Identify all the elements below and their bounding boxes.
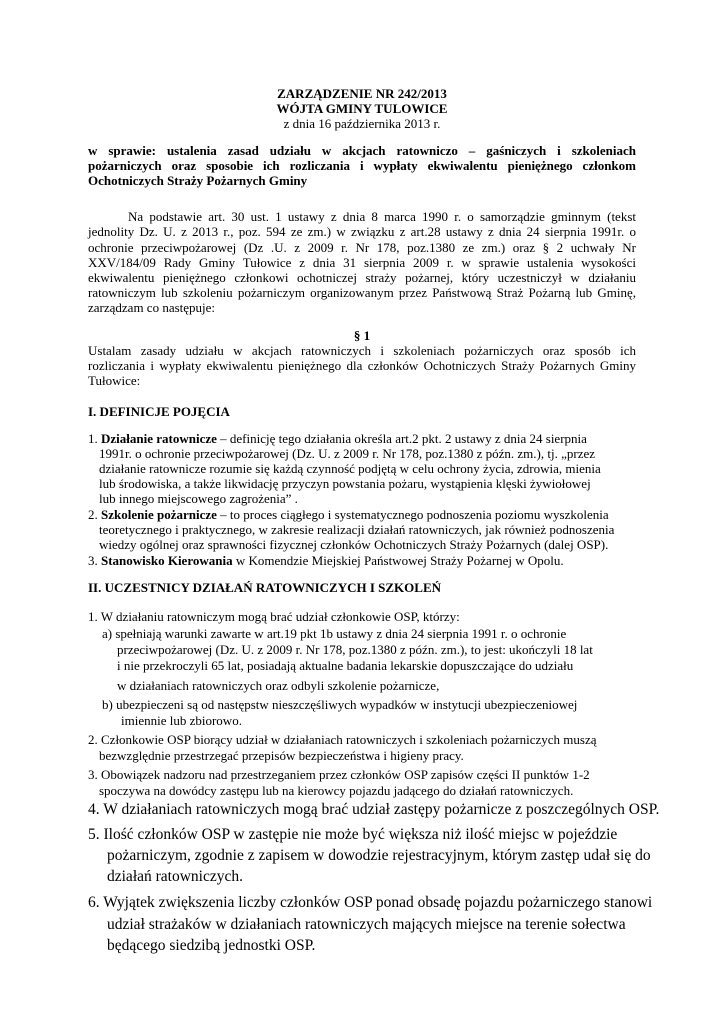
participants-line: imiennie lub zbiorowo. bbox=[121, 713, 242, 728]
participants-line: i nie przekroczyli 65 lat, posiadają aktualne badania lekarskie dopuszczające do udziału bbox=[117, 658, 574, 673]
preamble-line: zarządzam co następuje: bbox=[88, 300, 216, 315]
definition-line: lub innego miejscowego zagrożenia” . bbox=[99, 491, 298, 506]
preamble-line: Na podstawie art. 30 ust. 1 ustawy z dnia 8 marca 1990 r. o samorządzie gminnym (tekst bbox=[128, 209, 636, 224]
definition-line: działanie ratownicze rozumie się każdą czynność podjętą w celu ochrony życia, zdrowia, mienia bbox=[99, 461, 601, 476]
participants-line: spoczywa na dowódcy zastępu lub na kierowcy pojazdu jadącego do działań ratowniczych. bbox=[99, 783, 574, 798]
participants-item-1a: a) spełniają warunki zawarte w art.19 pkt 1b ustawy z dnia 24 sierpnia 1991 r. o ochronie bbox=[102, 626, 567, 641]
definition-item-2 bbox=[88, 507, 609, 522]
item-number: 2. bbox=[88, 507, 98, 522]
definition-item-3 bbox=[88, 553, 564, 568]
definition-text: w Komendzie Miejskiej Państwowej Straży Pożarnej w Opolu. bbox=[232, 553, 564, 568]
part1-heading: I. DEFINICJE POJĘCIA bbox=[88, 404, 230, 419]
participants-line: działań ratowniczych. bbox=[107, 868, 243, 885]
section-text-line: rozliczania i wypłaty ekwiwalentu pieniężnego dla członków Ochotniczych Straży Pożarnych Gminy bbox=[88, 358, 636, 373]
definition-text: – to proces ciągłego i systematycznego podnoszenia poziomu wyszkolenia bbox=[216, 507, 609, 522]
participants-line: w działaniach ratowniczych oraz odbyli szkolenie pożarnicze, bbox=[117, 678, 440, 693]
definition-line: lub środowiska, a także likwidację przyczyn powstania pożaru, wystąpienia klęski żywiołowej bbox=[99, 476, 591, 491]
definition-line: wiedzy ogólnej oraz sprawności fizycznej członków Ochotniczych Straży Pożarnych (dalej OSP). bbox=[99, 537, 609, 552]
participants-line: udział strażaków w działaniach ratowniczych mających miejsce na terenie sołectwa bbox=[107, 916, 626, 933]
participants-item-1: 1. W działaniu ratowniczym mogą brać udział członkowie OSP, którzy: bbox=[88, 609, 460, 624]
document-title: ZARZĄDZENIE NR 242/2013 bbox=[277, 86, 447, 101]
definition-text: – definicję tego działania określa art.2 pkt. 2 ustawy z dnia 24 sierpnia bbox=[216, 431, 587, 446]
preamble-line: ochronie przeciwpożarowej (Dz .U. z 2009 r. Nr 178, poz.1380 ze zm.) oraz § 2 uchwały Nr bbox=[88, 240, 636, 255]
participants-item-2: 2. Członkowie OSP biorący udział w działaniach ratowniczych i szkoleniach pożarniczych muszą bbox=[88, 732, 597, 747]
subject-line: pożarniczych oraz sposobie ich rozliczania i wypłaty ekwiwalentu pieniężnego członkom bbox=[88, 158, 636, 173]
definition-line: teoretycznego i praktycznego, w zakresie realizacji działań ratowniczych, jak również podnoszenia bbox=[99, 522, 615, 537]
document-authority: WÓJTA GMINY TULOWICE bbox=[276, 101, 448, 116]
definition-line: 1991r. o ochronie przeciwpożarowej (Dz. U. z 2009 r. Nr 178, poz.1380 z późn. zm.), tj. „przez bbox=[99, 446, 595, 461]
preamble-line: ekwiwalentu pieniężnego członkowi ochotniczej straży pożarnej, który uczestniczył w działaniu bbox=[88, 270, 636, 285]
preamble-line: jednolity Dz. U. z 2013 r., poz. 594 ze zm.) w związku z art.28 ustawy z dnia 24 sierpnia 1991r. o bbox=[88, 224, 636, 239]
participants-item-1b: b) ubezpieczeni są od następstw nieszczęśliwych wypadków w instytucji ubezpieczeniowej bbox=[102, 697, 578, 712]
section-text-line: Ustalam zasady udziału w akcjach ratowniczych i szkoleniach pożarniczych oraz sposób ich bbox=[88, 343, 636, 358]
participants-line: przeciwpożarowej (Dz. U. z 2009 r. Nr 178, poz.1380 z późn. zm.), to jest: ukończyli 18 lat bbox=[117, 642, 593, 657]
definition-item-1 bbox=[88, 431, 587, 446]
definition-term: Szkolenie pożarnicze bbox=[101, 507, 217, 522]
participants-item-6: 6. Wyjątek zwiększenia liczby członków OSP ponad obsadę pojazdu pożarniczego stanowi bbox=[88, 894, 653, 911]
subject-line: Ochotniczych Straży Pożarnych Gminy bbox=[88, 173, 308, 188]
preamble-line: XXV/184/09 Rady Gminy Tułowice z dnia 31 sierpnia 2009 r. w sprawie ustalenia wysokości bbox=[88, 255, 636, 270]
section-mark: § 1 bbox=[353, 328, 371, 343]
participants-line: bezwzględnie przestrzegać przepisów bezpieczeństwa i higieny pracy. bbox=[99, 748, 464, 763]
participants-line: będącego siedzibą jednostki OSP. bbox=[107, 937, 316, 954]
part2-heading: II. UCZESTNICY DZIAŁAŃ RATOWNICZYCH I SZKOLEŃ bbox=[88, 580, 441, 595]
document-date: z dnia 16 października 2013 r. bbox=[283, 116, 441, 131]
section-text-line: Tułowice: bbox=[88, 373, 141, 388]
participants-item-3: 3. Obowiązek nadzoru nad przestrzeganiem przez członków OSP zapisów części II punktów 1-2 bbox=[88, 767, 590, 782]
definition-term: Stanowisko Kierowania bbox=[101, 553, 233, 568]
participants-line: pożarniczym, zgodnie z zapisem w dowodzie rejestracyjnym, którym zastęp udał się do bbox=[107, 847, 651, 864]
item-number: 3. bbox=[88, 553, 98, 568]
preamble-line: ratowniczym lub szkoleniu pożarniczym organizowanym przez Państwową Straż Pożarną lub Gminę, bbox=[88, 285, 636, 300]
participants-item-5: 5. Ilość członków OSP w zastępie nie może być większa niż ilość miejsc w pojeździe bbox=[88, 826, 618, 843]
definition-term: Działanie ratownicze bbox=[101, 431, 217, 446]
subject-line: w sprawie: ustalenia zasad udziału w akcjach ratowniczo – gaśniczych i szkoleniach bbox=[88, 143, 636, 158]
participants-item-4: 4. W działaniach ratowniczych mogą brać udział zastępy pożarnicze z poszczególnych OSP. bbox=[88, 801, 660, 818]
item-number: 1. bbox=[88, 431, 98, 446]
